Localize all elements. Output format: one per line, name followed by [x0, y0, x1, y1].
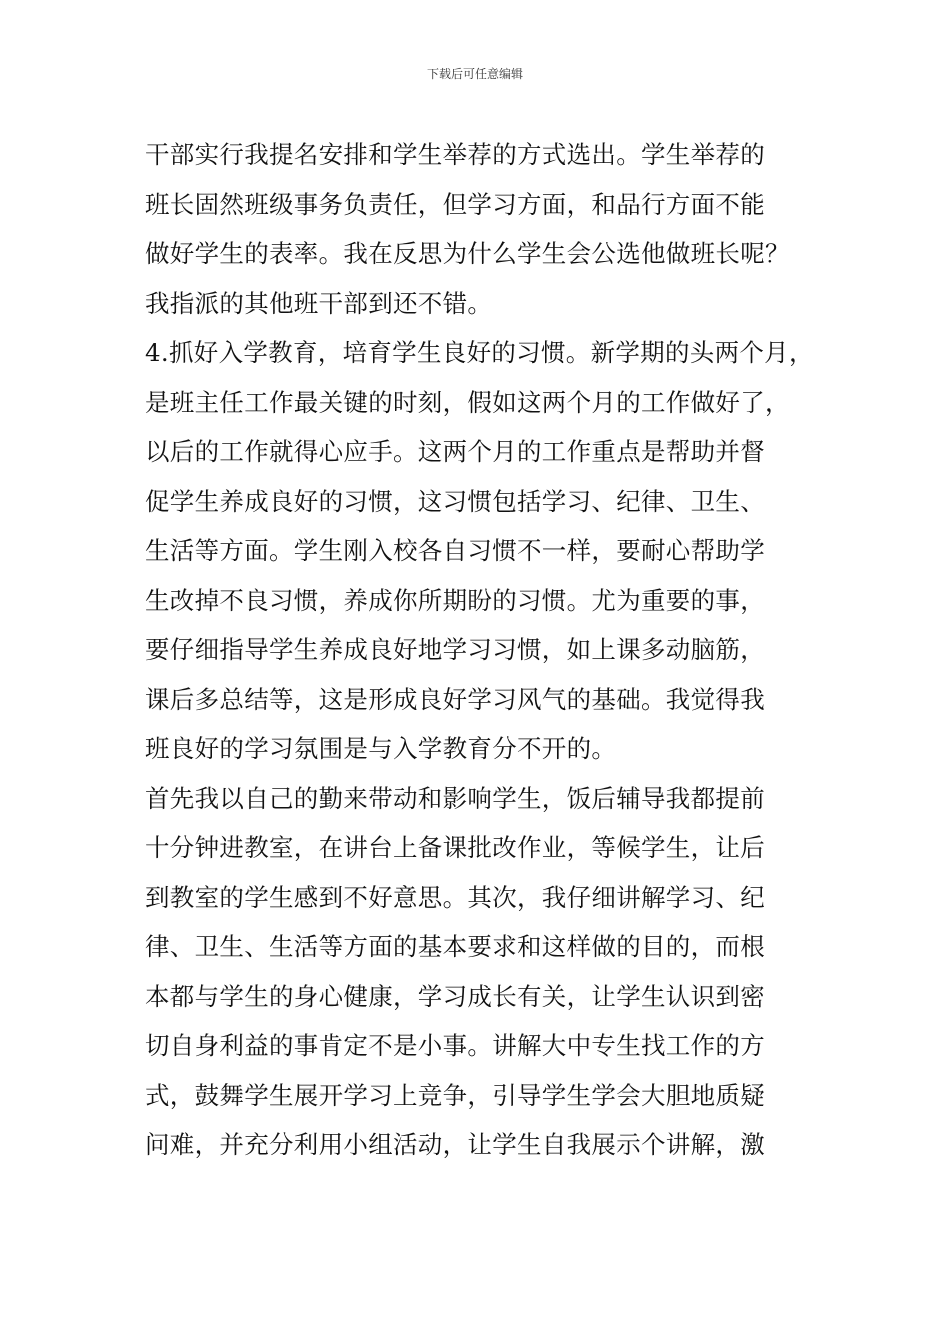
- text-line: 课后多总结等，这是形成良好学习风气的基础。我觉得我: [145, 684, 765, 714]
- document-body: [145, 130, 825, 1170]
- text-line: 首先我以自己的勤来带动和影响学生，饭后辅导我都提前: [145, 783, 765, 813]
- text-line: 要仔细指导学生养成良好地学习习惯，如上课多动脑筋，: [145, 635, 765, 664]
- text-line: 促学生养成良好的习惯，这习惯包括学习、纪律、卫生、: [145, 486, 765, 516]
- text-line: 生改掉不良习惯，养成你所期盼的习惯。尤为重要的事，: [145, 585, 765, 615]
- text-line: 以后的工作就得心应手。这两个月的工作重点是帮助并督: [145, 437, 765, 466]
- text-line: 班良好的学习氛围是与入学教育分不开的。: [145, 734, 617, 763]
- text-line: 本都与学生的身心健康，学习成长有关，让学生认识到密: [145, 981, 765, 1011]
- text-line: 到教室的学生感到不好意思。其次，我仔细讲解学习、纪: [145, 882, 765, 912]
- text-line: 律、卫生、生活等方面的基本要求和这样做的目的，而根: [145, 932, 765, 961]
- text-line: 十分钟进教室，在讲台上备课批改作业，等候学生，让后: [145, 833, 765, 862]
- text-line: 切自身利益的事肯定不是小事。讲解大中专生找工作的方: [145, 1031, 765, 1060]
- text-line: 是班主任工作最关键的时刻，假如这两个月的工作做好了，: [145, 387, 790, 417]
- text-line: 式，鼓舞学生展开学习上竞争，引导学生学会大胆地质疑: [145, 1080, 765, 1110]
- text-line: 我指派的其他班干部到还不错。: [145, 288, 493, 318]
- text-line: 班长固然班级事务负责任，但学习方面，和品行方面不能: [145, 189, 765, 219]
- text-line: 4.抓好入学教育，培育学生良好的习惯。新学期的头两个月，: [145, 338, 814, 367]
- text-line: 问难，并充分利用小组活动，让学生自我展示个讲解，激: [145, 1130, 765, 1159]
- text-line: 做好学生的表率。我在反思为什么学生会公选他做班长呢？: [145, 239, 790, 268]
- page-header: 下载后可任意编辑: [426, 67, 523, 81]
- text-line: 生活等方面。学生刚入校各自习惯不一样，要耐心帮助学: [145, 536, 765, 565]
- text-line: 干部实行我提名安排和学生举荐的方式选出。学生举荐的: [145, 140, 765, 169]
